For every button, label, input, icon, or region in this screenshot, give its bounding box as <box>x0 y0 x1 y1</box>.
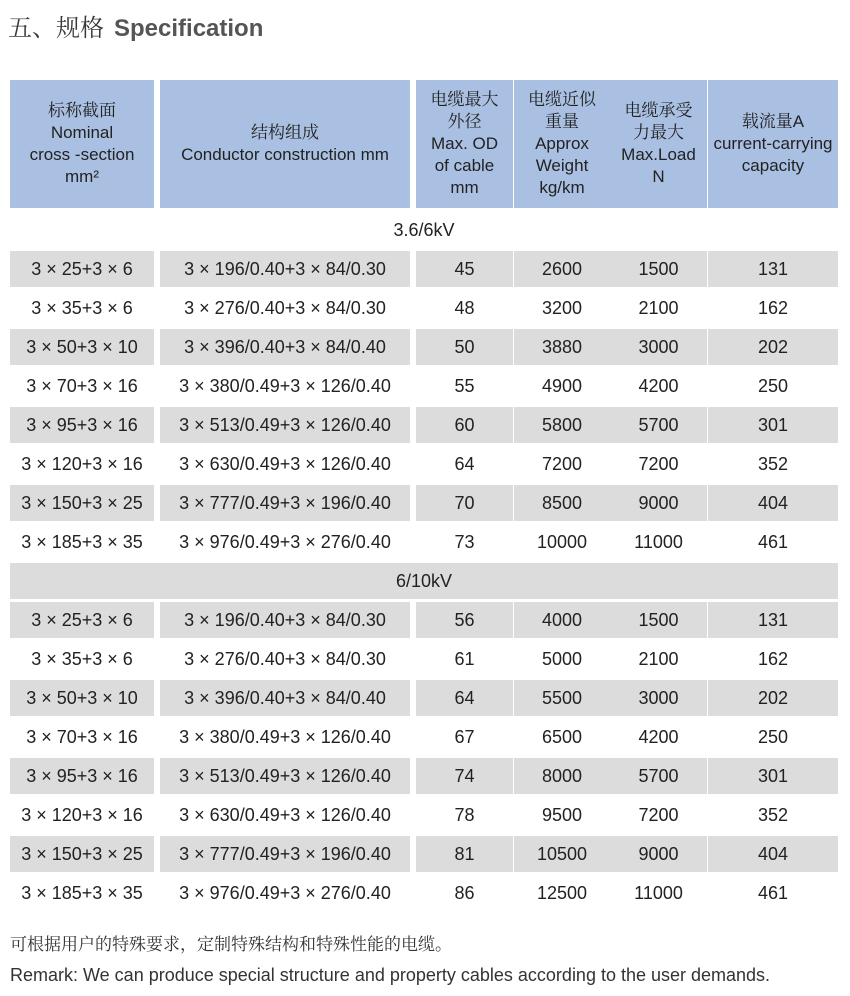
table-row <box>10 446 838 482</box>
cell-max-load: 1500 <box>610 251 707 287</box>
table-row <box>10 329 838 365</box>
cell-max-od: 64 <box>454 453 475 474</box>
cell-approx-weight: 5000 <box>541 648 583 669</box>
table-row <box>10 680 838 716</box>
cell-max-load: 7200 <box>638 804 679 825</box>
cell-conductor-construction: 3 × 513/0.49+3 × 126/0.40 <box>160 407 410 443</box>
cell-max-load: 11000 <box>634 531 683 552</box>
cell-max-load: 4200 <box>638 726 679 747</box>
cell-current-capacity: 461 <box>757 531 789 552</box>
cell-conductor-construction: 3 × 396/0.40+3 × 84/0.40 <box>160 680 410 716</box>
cell-max-load: 7200 <box>638 453 679 474</box>
remark <box>10 934 840 986</box>
cell-approx-weight: 9500 <box>541 804 583 825</box>
cell-current-capacity: 250 <box>757 375 789 396</box>
cell-nominal-section: 3 × 150+3 × 25 <box>10 836 154 872</box>
cell-max-od: 61 <box>454 648 475 669</box>
cell-conductor-construction: 3 × 196/0.40+3 × 84/0.30 <box>160 602 410 638</box>
header-line: 重量 <box>545 112 579 131</box>
table-row <box>10 485 838 521</box>
cell-approx-weight: 7200 <box>541 453 583 474</box>
cell-conductor-construction: 3 × 976/0.49+3 × 276/0.40 <box>179 531 391 552</box>
cell-approx-weight: 2600 <box>514 251 610 287</box>
cell-nominal-section: 3 × 150+3 × 25 <box>10 485 154 521</box>
header-line: Nominal <box>50 123 114 142</box>
cell-approx-weight: 5500 <box>514 680 610 716</box>
cell-current-capacity: 250 <box>757 726 789 747</box>
cell-max-load: 5700 <box>610 407 707 443</box>
cell-current-capacity: 162 <box>757 648 789 669</box>
header-line: 力最大 <box>632 123 684 142</box>
cell-max-od: 45 <box>416 251 513 287</box>
table-row <box>10 524 838 560</box>
cell-conductor-construction: 3 × 513/0.49+3 × 126/0.40 <box>160 758 410 794</box>
cell-nominal-section: 3 × 70+3 × 16 <box>26 375 138 396</box>
cell-approx-weight: 4900 <box>541 375 583 396</box>
cell-max-od: 86 <box>454 882 475 903</box>
header-line: mm <box>450 178 479 197</box>
cell-nominal-section: 3 × 120+3 × 16 <box>21 453 143 474</box>
cell-max-od: 56 <box>416 602 513 638</box>
cell-conductor-construction: 3 × 630/0.49+3 × 126/0.40 <box>179 453 391 474</box>
header-max-load <box>610 80 707 208</box>
cell-max-load: 4200 <box>638 375 679 396</box>
header-line: Max. OD <box>430 134 499 153</box>
header-line: 外径 <box>447 112 482 131</box>
table-row <box>10 797 838 833</box>
cell-max-od: 55 <box>454 375 475 396</box>
cell-approx-weight: 3880 <box>514 329 610 365</box>
cell-approx-weight: 6500 <box>541 726 583 747</box>
cell-approx-weight: 10000 <box>536 531 588 552</box>
header-line: 结构组成 <box>251 123 319 142</box>
cell-nominal-section: 3 × 95+3 × 16 <box>10 758 154 794</box>
table-row <box>10 368 838 404</box>
table-row <box>10 407 838 443</box>
cell-current-capacity: 352 <box>757 804 789 825</box>
cell-nominal-section: 3 × 185+3 × 35 <box>21 882 143 903</box>
cell-approx-weight: 5800 <box>514 407 610 443</box>
table-row <box>10 875 838 911</box>
header-approx-weight <box>514 80 610 208</box>
cell-nominal-section: 3 × 50+3 × 10 <box>10 680 154 716</box>
header-line: Conductor construction mm <box>181 145 389 164</box>
cell-max-load: 2100 <box>638 297 679 318</box>
header-line: 电缆承受 <box>624 101 693 120</box>
cell-nominal-section: 3 × 120+3 × 16 <box>21 804 143 825</box>
cell-approx-weight: 10500 <box>514 836 610 872</box>
cell-max-load: 9000 <box>610 836 707 872</box>
cell-max-od: 48 <box>454 297 475 318</box>
table-row <box>10 290 838 326</box>
cell-conductor-construction: 3 × 976/0.49+3 × 276/0.40 <box>179 882 391 903</box>
cell-nominal-section: 3 × 95+3 × 16 <box>10 407 154 443</box>
table-row <box>10 641 838 677</box>
cell-max-load: 11000 <box>634 882 683 903</box>
voltage-section-label: 6/10kV <box>10 563 838 599</box>
remark-chinese: 可根据用户的特殊要求，定制特殊结构和特殊性能的电缆。 <box>10 935 452 955</box>
cell-nominal-section: 3 × 25+3 × 6 <box>10 251 154 287</box>
cell-max-od: 81 <box>416 836 513 872</box>
cell-max-od: 60 <box>416 407 513 443</box>
cell-current-capacity: 301 <box>708 758 838 794</box>
cell-max-od: 50 <box>416 329 513 365</box>
cell-approx-weight: 8500 <box>514 485 610 521</box>
cell-nominal-section: 3 × 185+3 × 35 <box>21 531 143 552</box>
header-line: N <box>652 167 665 186</box>
cell-conductor-construction: 3 × 630/0.49+3 × 126/0.40 <box>179 804 391 825</box>
cell-current-capacity: 352 <box>757 453 789 474</box>
page-title <box>8 8 263 42</box>
cell-approx-weight: 3200 <box>541 297 583 318</box>
title-english: Specification <box>114 15 264 42</box>
cell-conductor-construction: 3 × 380/0.49+3 × 126/0.40 <box>179 375 391 396</box>
cell-conductor-construction: 3 × 777/0.49+3 × 196/0.40 <box>160 485 410 521</box>
header-line: mm² <box>65 167 99 186</box>
header-line: current-carrying <box>713 134 833 153</box>
header-line: Max.Load <box>621 145 696 164</box>
header-line: Approx <box>535 134 589 153</box>
cell-max-od: 74 <box>416 758 513 794</box>
cell-current-capacity: 202 <box>708 680 838 716</box>
table-row <box>10 251 838 287</box>
header-current-capacity <box>708 80 838 208</box>
cell-max-od: 67 <box>454 726 475 747</box>
header-line: 载流量A <box>741 112 805 131</box>
header-conductor-construction <box>160 80 410 208</box>
cell-conductor-construction: 3 × 196/0.40+3 × 84/0.30 <box>160 251 410 287</box>
cell-max-load: 2100 <box>638 648 679 669</box>
cell-current-capacity: 461 <box>757 882 789 903</box>
table-header <box>10 80 838 208</box>
header-line: 电缆最大 <box>430 90 499 109</box>
cell-conductor-construction: 3 × 276/0.40+3 × 84/0.30 <box>184 297 386 318</box>
cell-max-load: 1500 <box>610 602 707 638</box>
cell-nominal-section: 3 × 50+3 × 10 <box>10 329 154 365</box>
title-chinese: 五、规格 <box>8 14 104 42</box>
header-line: Weight <box>535 156 589 175</box>
cell-nominal-section: 3 × 70+3 × 16 <box>26 726 138 747</box>
remark-english: Remark: We can produce special structure and property cables according to the user demands. <box>10 965 771 985</box>
header-line: of cable <box>434 156 495 175</box>
cell-nominal-section: 3 × 35+3 × 6 <box>31 297 133 318</box>
header-nominal-section <box>10 80 154 208</box>
header-max-od <box>416 80 513 208</box>
cell-current-capacity: 162 <box>757 297 789 318</box>
cell-current-capacity: 131 <box>708 251 838 287</box>
cell-conductor-construction: 3 × 777/0.49+3 × 196/0.40 <box>160 836 410 872</box>
cell-nominal-section: 3 × 25+3 × 6 <box>10 602 154 638</box>
cell-max-load: 5700 <box>610 758 707 794</box>
table-row <box>10 719 838 755</box>
header-line: 标称截面 <box>48 101 116 120</box>
table-row <box>10 836 838 872</box>
cell-conductor-construction: 3 × 396/0.40+3 × 84/0.40 <box>160 329 410 365</box>
cell-approx-weight: 12500 <box>536 882 588 903</box>
cell-current-capacity: 301 <box>708 407 838 443</box>
cell-max-od: 73 <box>454 531 475 552</box>
cell-max-load: 9000 <box>610 485 707 521</box>
header-line: capacity <box>741 156 805 175</box>
cell-conductor-construction: 3 × 380/0.49+3 × 126/0.40 <box>179 726 391 747</box>
cell-approx-weight: 4000 <box>514 602 610 638</box>
cell-nominal-section: 3 × 35+3 × 6 <box>31 648 133 669</box>
header-line: 电缆近似 <box>528 90 596 109</box>
cell-conductor-construction: 3 × 276/0.40+3 × 84/0.30 <box>184 648 386 669</box>
cell-max-od: 78 <box>454 804 475 825</box>
cell-max-load: 3000 <box>610 329 707 365</box>
voltage-section-label: 3.6/6kV <box>393 219 455 240</box>
cell-max-od: 70 <box>416 485 513 521</box>
cell-current-capacity: 404 <box>708 485 838 521</box>
cell-current-capacity: 131 <box>708 602 838 638</box>
header-line: cross -section <box>29 145 135 164</box>
cell-max-load: 3000 <box>610 680 707 716</box>
table-row <box>10 758 838 794</box>
cell-current-capacity: 404 <box>708 836 838 872</box>
cell-approx-weight: 8000 <box>514 758 610 794</box>
table-row <box>10 602 838 638</box>
cell-current-capacity: 202 <box>708 329 838 365</box>
cell-max-od: 64 <box>416 680 513 716</box>
header-line: kg/km <box>539 178 585 197</box>
